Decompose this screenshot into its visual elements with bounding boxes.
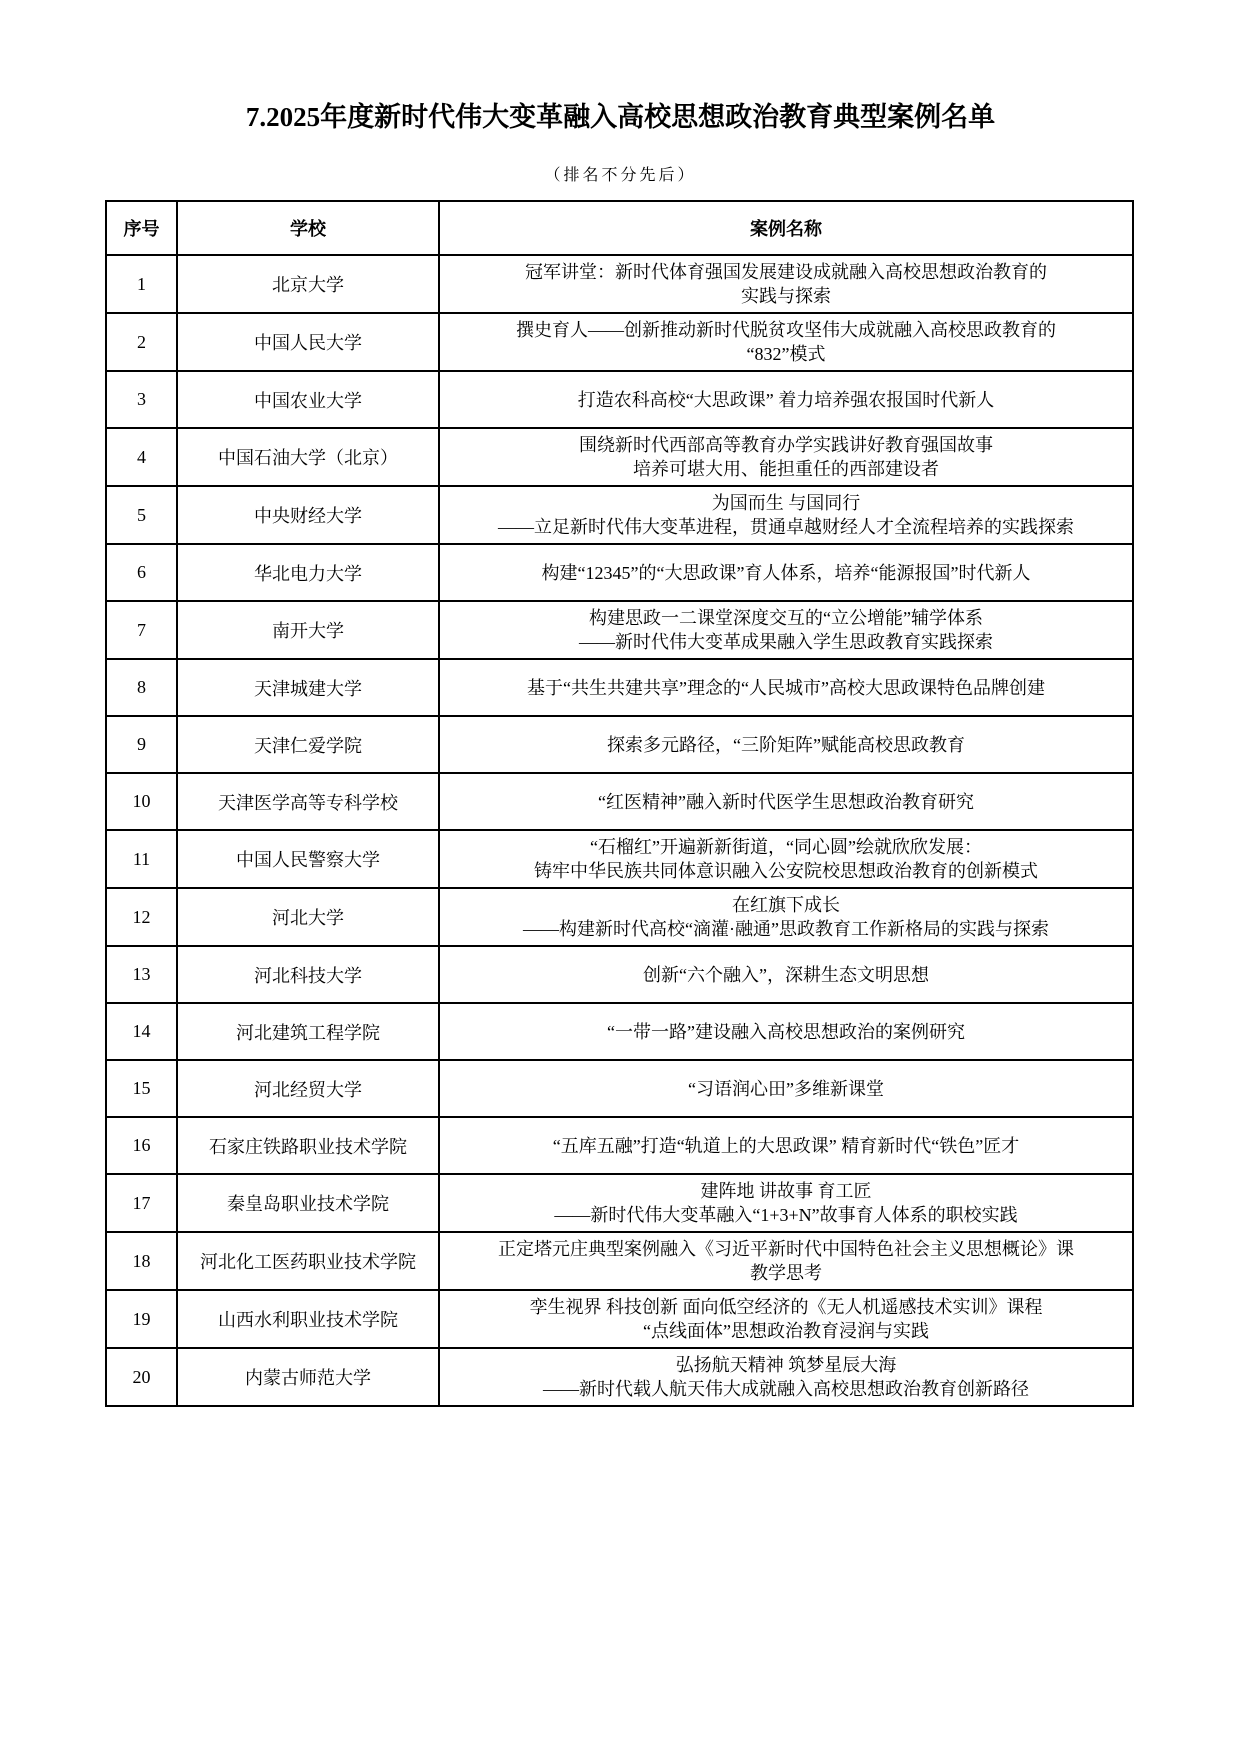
table-row <box>106 486 1133 544</box>
header-row <box>106 201 1133 255</box>
school-name: 中国农业大学 <box>177 371 439 428</box>
case-name-line: “832”模式 <box>746 344 826 364</box>
school-name: 河北大学 <box>177 888 439 946</box>
case-name-line: ——新时代伟大变革成果融入学生思政教育实践探索 <box>579 632 993 652</box>
table-row <box>106 1117 1133 1174</box>
school-name: 中国人民大学 <box>177 313 439 371</box>
case-name-line: ——立足新时代伟大变革进程，贯通卓越财经人才全流程培养的实践探索 <box>498 517 1074 537</box>
table-row <box>106 255 1133 313</box>
row-number: 13 <box>106 946 177 1003</box>
case-name-line: 在红旗下成长 <box>732 895 840 915</box>
case-name-line: 打造农科高校“大思政课” 着力培养强农报国时代新人 <box>577 389 995 410</box>
case-name <box>439 255 1133 313</box>
table-row <box>106 371 1133 428</box>
row-number: 18 <box>106 1232 177 1290</box>
school-name: 天津仁爱学院 <box>177 716 439 773</box>
school-name: 天津城建大学 <box>177 659 439 716</box>
table-row <box>106 659 1133 716</box>
case-name-line: 正定塔元庄典型案例融入《习近平新时代中国特色社会主义思想概论》课 <box>498 1239 1074 1259</box>
case-name <box>439 486 1133 544</box>
case-table-body <box>106 255 1133 1406</box>
table-row <box>106 716 1133 773</box>
header-cell-school: 学校 <box>177 201 439 255</box>
school-name: 中央财经大学 <box>177 486 439 544</box>
table-row <box>106 830 1133 888</box>
case-name <box>439 888 1133 946</box>
case-table <box>105 200 1134 1407</box>
case-name-line: 铸牢中华民族共同体意识融入公安院校思想政治教育的创新模式 <box>534 861 1038 881</box>
school-name: 山西水利职业技术学院 <box>177 1290 439 1348</box>
case-name-line: 围绕新时代西部高等教育办学实践讲好教育强国故事 <box>579 435 993 455</box>
row-number: 19 <box>106 1290 177 1348</box>
case-name-line: 探索多元路径，“三阶矩阵”赋能高校思政教育 <box>607 734 965 755</box>
row-number: 6 <box>106 544 177 601</box>
case-name-line: 创新“六个融入”，深耕生态文明思想 <box>643 964 929 985</box>
school-name: 河北科技大学 <box>177 946 439 1003</box>
case-name-line: “一带一路”建设融入高校思想政治的案例研究 <box>607 1021 965 1042</box>
case-name <box>439 1348 1133 1406</box>
case-name-line: ——新时代伟大变革融入“1+3+N”故事育人体系的职校实践 <box>554 1205 1018 1225</box>
case-name-line: 构建“12345”的“大思政课”育人体系，培养“能源报国”时代新人 <box>541 562 1031 583</box>
school-name: 天津医学高等专科学校 <box>177 773 439 830</box>
case-name-line: 撰史育人——创新推动新时代脱贫攻坚伟大成就融入高校思政教育的 <box>516 320 1056 340</box>
table-row <box>106 313 1133 371</box>
case-name-line: 基于“共生共建共享”理念的“人民城市”高校大思政课特色品牌创建 <box>527 677 1045 698</box>
table-row <box>106 773 1133 830</box>
school-name: 华北电力大学 <box>177 544 439 601</box>
row-number: 3 <box>106 371 177 428</box>
row-number: 1 <box>106 255 177 313</box>
case-name-line: 建阵地 讲故事 育工匠 <box>700 1181 872 1201</box>
case-name-line: 培养可堪大用、能担重任的西部建设者 <box>633 459 939 479</box>
row-number: 20 <box>106 1348 177 1406</box>
table-row <box>106 601 1133 659</box>
school-name: 中国人民警察大学 <box>177 830 439 888</box>
row-number: 17 <box>106 1174 177 1232</box>
row-number: 12 <box>106 888 177 946</box>
table-row <box>106 1232 1133 1290</box>
case-name <box>439 716 1133 773</box>
school-name: 秦皇岛职业技术学院 <box>177 1174 439 1232</box>
case-name-line: 构建思政一二课堂深度交互的“立公增能”辅学体系 <box>589 608 983 628</box>
row-number: 5 <box>106 486 177 544</box>
case-name-line: 实践与探索 <box>741 286 831 306</box>
row-number: 16 <box>106 1117 177 1174</box>
case-name <box>439 773 1133 830</box>
school-name: 石家庄铁路职业技术学院 <box>177 1117 439 1174</box>
case-name <box>439 946 1133 1003</box>
case-name-line: “石榴红”开遍新新街道，“同心圆”绘就欣欣发展： <box>590 837 982 857</box>
row-number: 4 <box>106 428 177 486</box>
school-name: 中国石油大学（北京） <box>177 428 439 486</box>
case-name <box>439 1174 1133 1232</box>
row-number: 15 <box>106 1060 177 1117</box>
table-row <box>106 428 1133 486</box>
row-number: 8 <box>106 659 177 716</box>
case-name <box>439 313 1133 371</box>
case-name-line: ——新时代载人航天伟大成就融入高校思想政治教育创新路径 <box>543 1379 1029 1399</box>
case-name <box>439 1232 1133 1290</box>
school-name: 内蒙古师范大学 <box>177 1348 439 1406</box>
page-title: 7.2025年度新时代伟大变革融入高校思想政治教育典型案例名单 <box>245 102 996 132</box>
case-name <box>439 1117 1133 1174</box>
case-name-line: “习语润心田”多维新课堂 <box>688 1078 884 1099</box>
table-row <box>106 544 1133 601</box>
table-row <box>106 1348 1133 1406</box>
row-number: 9 <box>106 716 177 773</box>
header-cell-case: 案例名称 <box>439 201 1133 255</box>
table-row <box>106 888 1133 946</box>
case-name <box>439 1003 1133 1060</box>
table-row <box>106 1060 1133 1117</box>
table-row <box>106 946 1133 1003</box>
case-name <box>439 659 1133 716</box>
case-name <box>439 1290 1133 1348</box>
row-number: 10 <box>106 773 177 830</box>
row-number: 14 <box>106 1003 177 1060</box>
case-name-line: 为国而生 与国同行 <box>711 493 861 513</box>
table-row <box>106 1290 1133 1348</box>
table-row <box>106 1003 1133 1060</box>
school-name: 河北经贸大学 <box>177 1060 439 1117</box>
header-cell-number: 序号 <box>106 201 177 255</box>
case-name-line: 孪生视界 科技创新 面向低空经济的《无人机遥感技术实训》课程 <box>529 1297 1043 1317</box>
case-name <box>439 601 1133 659</box>
row-number: 11 <box>106 830 177 888</box>
row-number: 7 <box>106 601 177 659</box>
case-name <box>439 830 1133 888</box>
school-name: 北京大学 <box>177 255 439 313</box>
case-name-line: “五库五融”打造“轨道上的大思政课” 精育新时代“铁色”匠才 <box>552 1135 1020 1156</box>
case-table-header <box>106 201 1133 255</box>
row-number: 2 <box>106 313 177 371</box>
case-name-line: 弘扬航天精神 筑梦星辰大海 <box>675 1355 897 1375</box>
case-name-line: 冠军讲堂：新时代体育强国发展建设成就融入高校思想政治教育的 <box>525 262 1047 282</box>
page-subtitle: （排名不分先后） <box>544 167 697 184</box>
case-name-line: “点线面体”思想政治教育浸润与实践 <box>643 1321 929 1341</box>
school-name: 河北化工医药职业技术学院 <box>177 1232 439 1290</box>
table-row <box>106 1174 1133 1232</box>
school-name: 南开大学 <box>177 601 439 659</box>
case-name <box>439 371 1133 428</box>
case-name <box>439 544 1133 601</box>
case-name <box>439 1060 1133 1117</box>
case-name-line: ——构建新时代高校“滴灌·融通”思政教育工作新格局的实践与探索 <box>523 919 1049 939</box>
case-name <box>439 428 1133 486</box>
case-name-line: 教学思考 <box>750 1263 822 1283</box>
case-name-line: “红医精神”融入新时代医学生思想政治教育研究 <box>598 791 974 812</box>
school-name: 河北建筑工程学院 <box>177 1003 439 1060</box>
